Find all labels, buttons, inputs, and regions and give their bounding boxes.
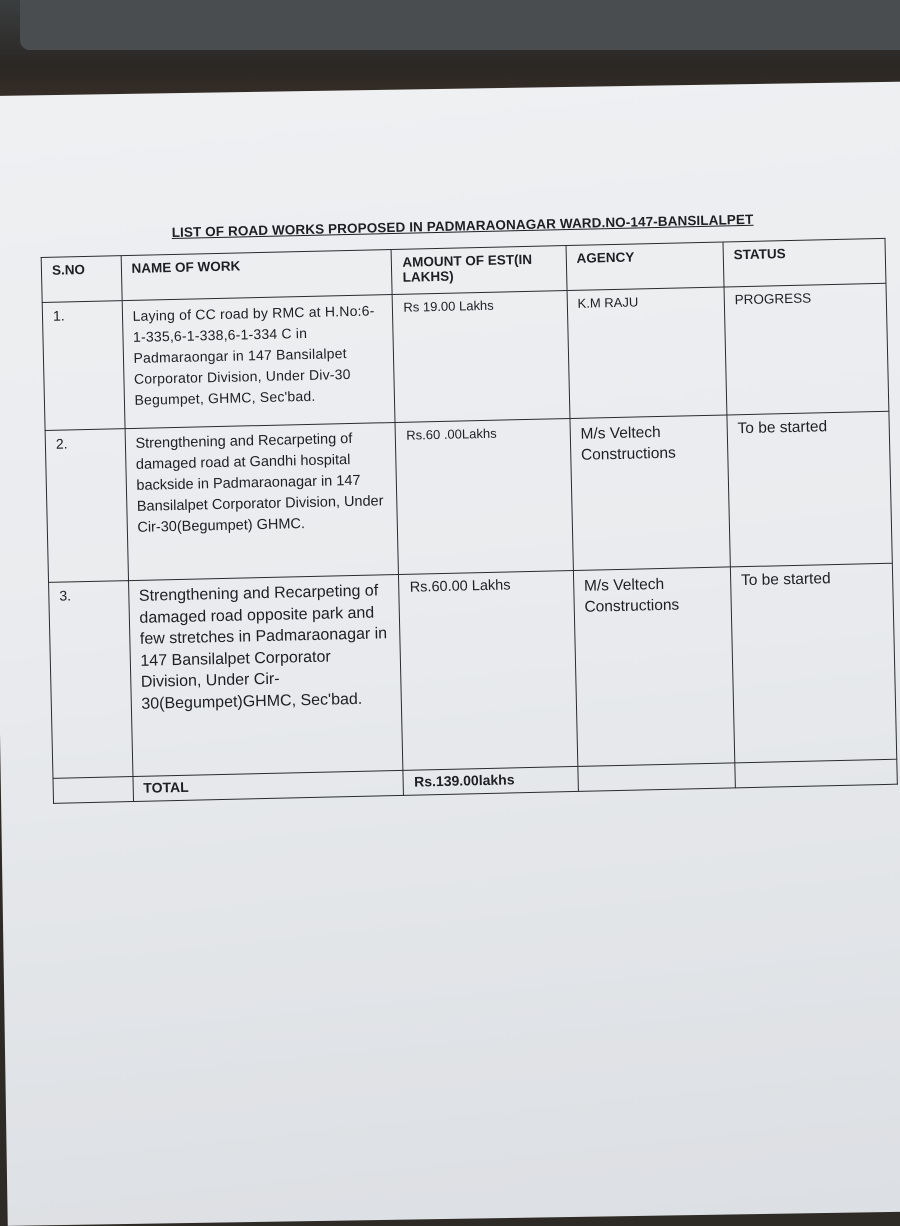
row-sno: 3. xyxy=(49,581,133,779)
total-amount: Rs.139.00lakhs xyxy=(403,766,578,795)
total-agency-cell xyxy=(578,763,736,792)
row-status: To be started xyxy=(730,563,897,763)
row-amount: Rs.60 .00Lakhs xyxy=(395,419,573,575)
row-agency: M/s Veltech Constructions xyxy=(573,567,735,767)
background-device xyxy=(20,0,900,50)
row-agency: M/s Veltech Constructions xyxy=(570,415,731,571)
document-title: LIST OF ROAD WORKS PROPOSED IN PADMARAONAGAR WARD.NO-147-BANSILALPET xyxy=(171,211,754,241)
document xyxy=(40,209,898,804)
road-works-table xyxy=(41,238,898,804)
total-label: TOTAL xyxy=(133,770,404,801)
total-status-cell xyxy=(735,759,898,788)
row-work: Strengthening and Recarpeting of damaged road opposite park and few stretches in Padmaraonagar in 147 Bansilalpet Corporator Division, Under Cir-30(Begumpet)GHMC, Sec'bad. xyxy=(128,574,403,776)
table-row xyxy=(42,283,889,430)
row-work: Strengthening and Recarpeting of damaged road at Gandhi hospital backside in Padmaraonagar in 147 Bansilalpet Corporator Division, Under Cir-30(Begumpet) GHMC. xyxy=(125,422,399,580)
total-sno-cell xyxy=(53,777,133,804)
table-row xyxy=(49,563,897,778)
row-amount: Rs 19.00 Lakhs xyxy=(393,291,570,423)
row-amount: Rs.60.00 Lakhs xyxy=(399,570,578,770)
row-sno: 2. xyxy=(45,429,128,583)
row-work: Laying of CC road by RMC at H.No:6-1-335,6-1-338,6-1-334 C in Padmaraongar in 147 Bansilalpet Corporator Division, Under Div-30 Begumpet, GHMC, Sec'bad. xyxy=(122,295,396,429)
header-name-of-work: NAME OF WORK xyxy=(121,250,393,301)
table-row xyxy=(45,411,892,582)
row-status: PROGRESS xyxy=(724,283,889,415)
header-status: STATUS xyxy=(723,238,886,287)
row-agency: K.M RAJU xyxy=(567,287,727,419)
header-amount: AMOUNT OF EST(IN LAKHS) xyxy=(392,246,567,295)
row-sno: 1. xyxy=(42,301,124,431)
row-status: To be started xyxy=(727,411,893,567)
header-agency: AGENCY xyxy=(566,242,724,291)
header-sno: S.NO xyxy=(41,256,122,303)
